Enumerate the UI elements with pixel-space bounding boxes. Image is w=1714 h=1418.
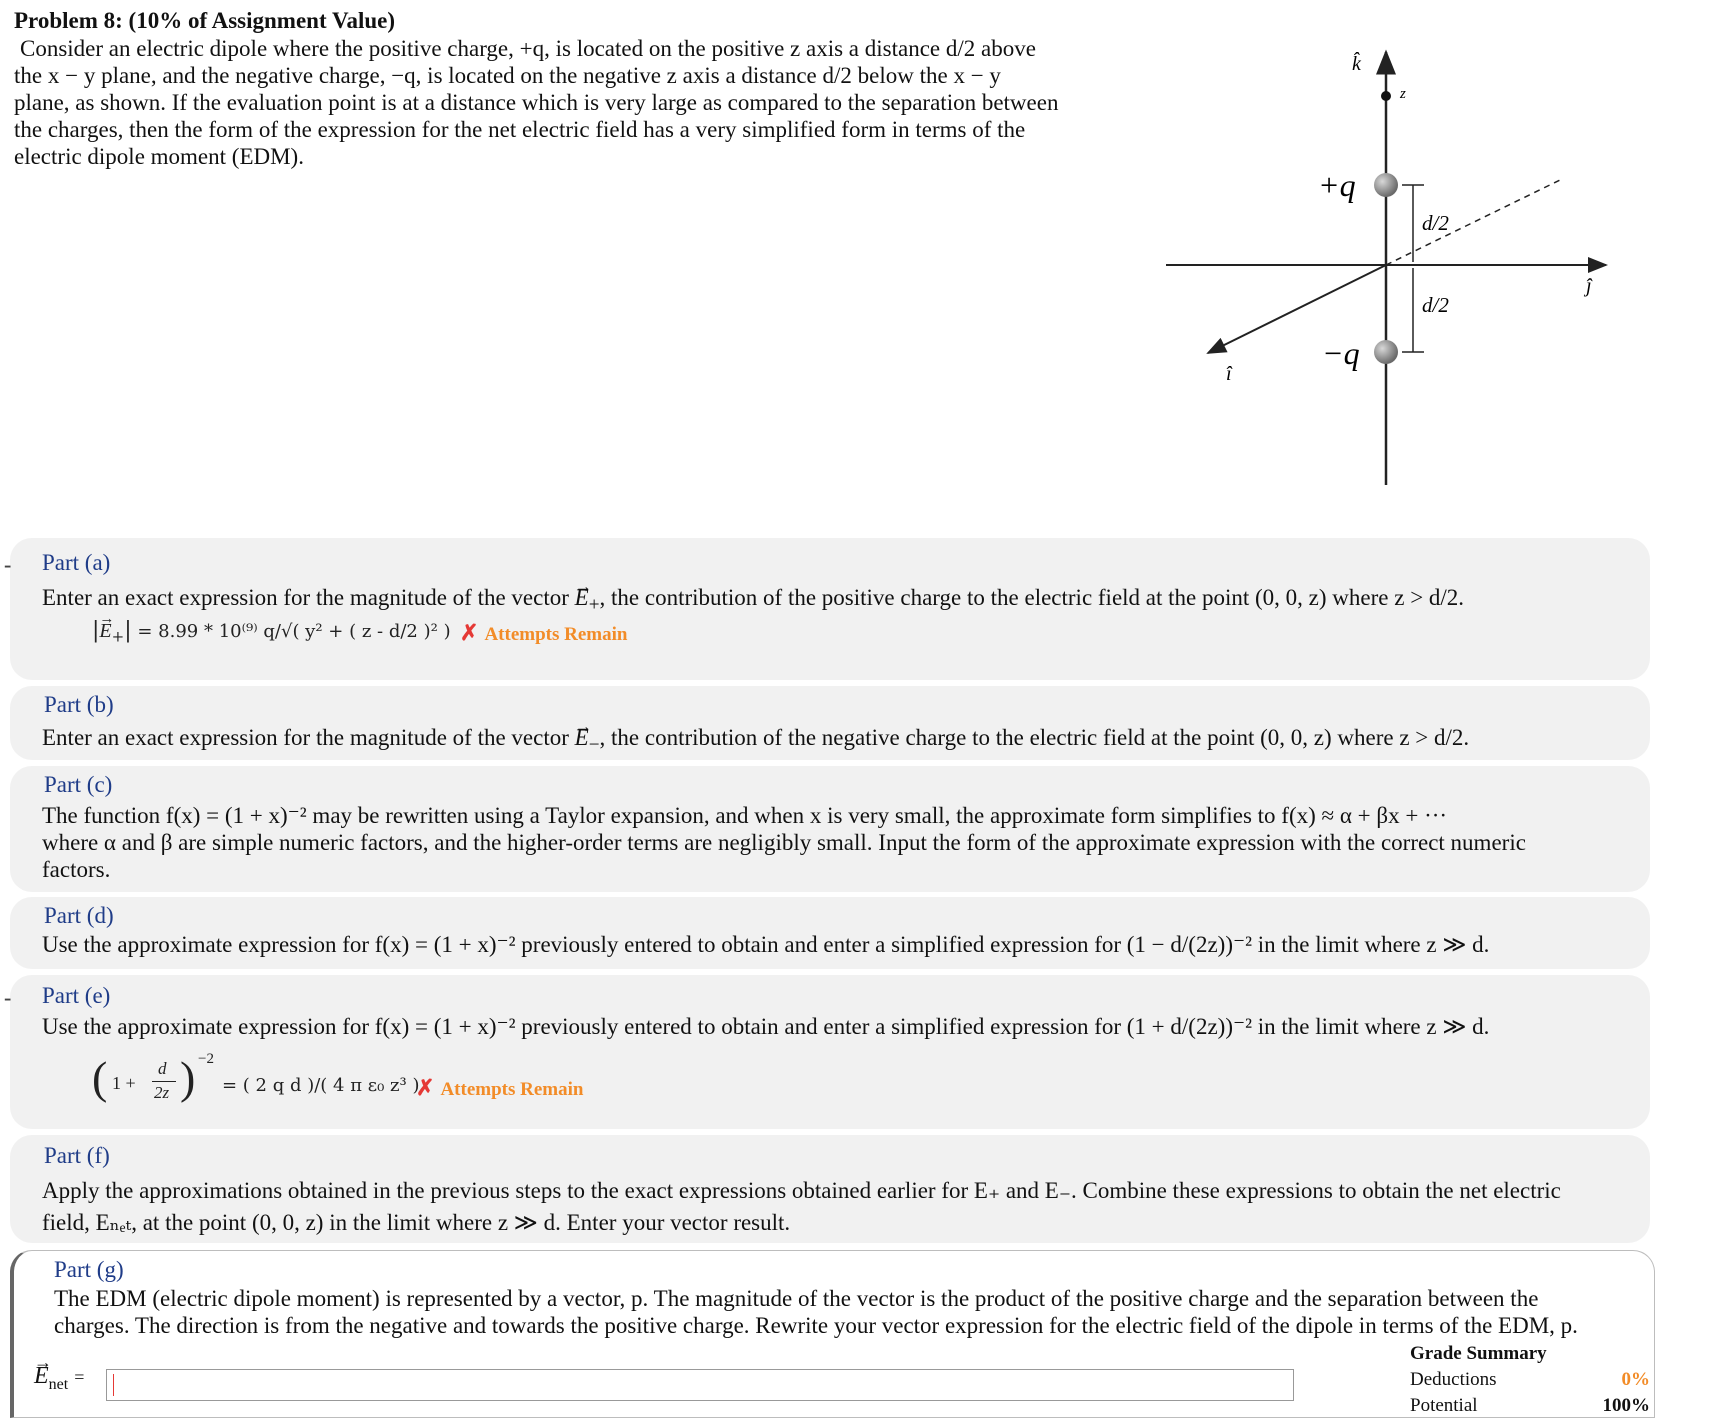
submitted-answer: |→ $E_+| = 8.99 * 10^{(9)}$ q/√( y² + ( z - d/2 )² ) bbox=[92, 618, 451, 646]
lhs-exponent: −2 bbox=[198, 1051, 214, 1067]
part-question bbox=[42, 724, 1642, 759]
attempts-remain-status bbox=[460, 620, 627, 646]
e-subscript: + bbox=[111, 627, 125, 646]
e-vector-symbol: → E bbox=[99, 620, 111, 643]
question-text: field, Eₙₑₜ, at the point (0, 0, z) in the limit where z ≫ d. Enter your vector result. bbox=[42, 1210, 791, 1235]
positive-charge bbox=[1374, 173, 1398, 197]
part-question bbox=[54, 1285, 1654, 1339]
problem-text-line: plane, as shown. If the evaluation point is at a distance which is very large as compared to the separation between bbox=[14, 90, 1059, 115]
question-text: charges. The direction is from the negative and towards the positive charge. Rewrite your vector expression for the electric field of the dipole in terms of the EDM, p. bbox=[54, 1313, 1578, 1338]
deductions-label: Deductions bbox=[1410, 1369, 1497, 1390]
part-title: Part (b) bbox=[44, 692, 114, 717]
problem-text-line: electric dipole moment (EDM). bbox=[14, 144, 304, 169]
potential-row bbox=[1410, 1395, 1650, 1417]
part-title: Part (e) bbox=[42, 983, 111, 1008]
d-half-upper-label: d/2 bbox=[1422, 211, 1449, 235]
dashed-line bbox=[1386, 180, 1560, 265]
part-question bbox=[42, 1175, 1642, 1239]
attempts-text: Attempts Remain bbox=[484, 624, 628, 645]
collapse-toggle[interactable]: - bbox=[4, 985, 12, 1010]
part-title: Part (d) bbox=[44, 903, 114, 928]
equals-sign: = bbox=[74, 1367, 85, 1387]
lhs-one-plus: 1 + bbox=[112, 1073, 136, 1093]
k-hat-label: k̂ bbox=[1352, 53, 1361, 75]
lhs-denominator: 2z bbox=[154, 1083, 170, 1102]
e-subscript: − bbox=[588, 734, 600, 756]
part-a-panel[interactable] bbox=[4, 538, 1650, 680]
part-b-panel[interactable] bbox=[10, 686, 1650, 760]
e-subscript: + bbox=[588, 594, 600, 616]
x-mark-icon: ✗ bbox=[460, 620, 479, 645]
question-text: Enter an exact expression for the magnitude of the vector bbox=[42, 585, 575, 610]
part-title: Part (a) bbox=[42, 550, 111, 575]
part-d-panel[interactable] bbox=[10, 897, 1650, 969]
grade-summary bbox=[1410, 1343, 1650, 1417]
part-title: Part (c) bbox=[44, 772, 113, 797]
problem-header bbox=[14, 8, 1114, 170]
plus-q-label: +q bbox=[1318, 167, 1356, 203]
problem-title: Problem 8: (10% of Assignment Value) bbox=[14, 8, 395, 33]
question-text: , the contribution of the positive charge to the electric field at the point (0, 0, z) where z > d/2. bbox=[599, 585, 1465, 610]
problem-text-line: Consider an electric dipole where the positive charge, +q, is located on the positive z axis a distance d/2 above bbox=[20, 36, 1036, 61]
text-cursor bbox=[113, 1374, 114, 1396]
j-hat-label: ĵ bbox=[1586, 275, 1592, 297]
question-text: where α and β are simple numeric factors, and the higher-order terms are negligibly small. Input the form of the approximate expression with the correct numeric bbox=[42, 830, 1526, 855]
z-label: z bbox=[1400, 86, 1406, 102]
question-text: Apply the approximations obtained in the previous steps to the exact expressions obtained earlier for E₊ and E₋. Combine these expressions to obtain the net electric bbox=[42, 1178, 1561, 1203]
attempts-remain-status bbox=[416, 1075, 583, 1101]
e-vector-symbol: → E bbox=[575, 584, 589, 611]
problem-text-line: the x − y plane, and the negative charge, −q, is located on the negative z axis a distance d/2 below the x − y bbox=[14, 63, 1001, 88]
negative-charge bbox=[1374, 340, 1398, 364]
deductions-value: 0% bbox=[1621, 1369, 1650, 1390]
lhs-numerator: d bbox=[158, 1059, 167, 1078]
question-text: factors. bbox=[42, 857, 111, 882]
e-vector-symbol: → E bbox=[34, 1363, 49, 1390]
answer-input-label bbox=[34, 1363, 84, 1394]
i-hat-label: î bbox=[1226, 363, 1232, 385]
question-text: Enter an exact expression for the magnitude of the vector bbox=[42, 725, 575, 750]
answer-expression: = 8.99 * 10⁽⁹⁾ q/√( y² + ( z - d/2 )² ) bbox=[137, 621, 451, 642]
potential-value: 100% bbox=[1602, 1395, 1650, 1416]
part-question bbox=[42, 584, 1642, 619]
part-c-panel[interactable] bbox=[10, 766, 1650, 892]
part-title: Part (g) bbox=[54, 1257, 124, 1282]
d-half-lower-label: d/2 bbox=[1422, 293, 1449, 317]
part-g-panel[interactable] bbox=[10, 1250, 1655, 1418]
question-text: , the contribution of the negative charge to the electric field at the point (0, 0, z) where z > d/2. bbox=[599, 725, 1470, 750]
part-f-panel[interactable] bbox=[10, 1135, 1650, 1243]
potential-label: Potential bbox=[1410, 1395, 1478, 1416]
minus-q-label: −q bbox=[1322, 335, 1360, 371]
part-e-panel[interactable]: - Part (e) Use the approximate expression for f(x) = (1 + x)⁻² previously entered to obtain and enter a simplified expression for (1 + d/(2z))⁻² in the limit where z ≫ d. ( 1 + d 2z ) −2 = ( 2 q d )/( 4 π ε₀ z³ ) ✗ Attempts Remain bbox=[10, 975, 1650, 1129]
collapse-toggle[interactable]: - bbox=[4, 552, 12, 577]
problem-statement bbox=[14, 35, 1114, 170]
x-mark-icon: ✗ bbox=[416, 1075, 435, 1100]
problem-text-line: the charges, then the form of the expression for the net electric field has a very simplified form in terms of the bbox=[14, 117, 1026, 142]
enet-answer-input[interactable] bbox=[106, 1369, 1294, 1401]
part-title: Part (f) bbox=[44, 1143, 110, 1168]
part-question: Use the approximate expression for f(x) = (1 + x)⁻² previously entered to obtain and enter a simplified expression for (1 + d/(2z))⁻² in the limit where z ≫ d. bbox=[42, 1014, 1490, 1039]
attempts-text: Attempts Remain bbox=[440, 1079, 584, 1100]
deductions-row bbox=[1410, 1369, 1650, 1391]
answer-expression: = ( 2 q d )/( 4 π ε₀ z³ ) bbox=[222, 1075, 420, 1096]
question-text: The function f(x) = (1 + x)⁻² may be rewritten using a Taylor expansion, and when x is very small, the approximate form simplifies to f(x) ≈ α + βx + ··· bbox=[42, 803, 1448, 828]
part-question: Use the approximate expression for f(x) = (1 + x)⁻² previously entered to obtain and enter a simplified expression for (1 − d/(2z))⁻² in the limit where z ≫ d. bbox=[42, 932, 1490, 957]
e-subscript: net bbox=[48, 1375, 69, 1393]
question-text: The EDM (electric dipole moment) is represented by a vector, p. The magnitude of the vector is the product of the positive charge and the separation between the bbox=[54, 1286, 1539, 1311]
e-vector-symbol: → E bbox=[575, 724, 589, 751]
grade-summary-title: Grade Summary bbox=[1410, 1343, 1547, 1364]
dipole-figure bbox=[1150, 40, 1590, 500]
part-question bbox=[42, 802, 1642, 883]
evaluation-point bbox=[1381, 91, 1391, 101]
